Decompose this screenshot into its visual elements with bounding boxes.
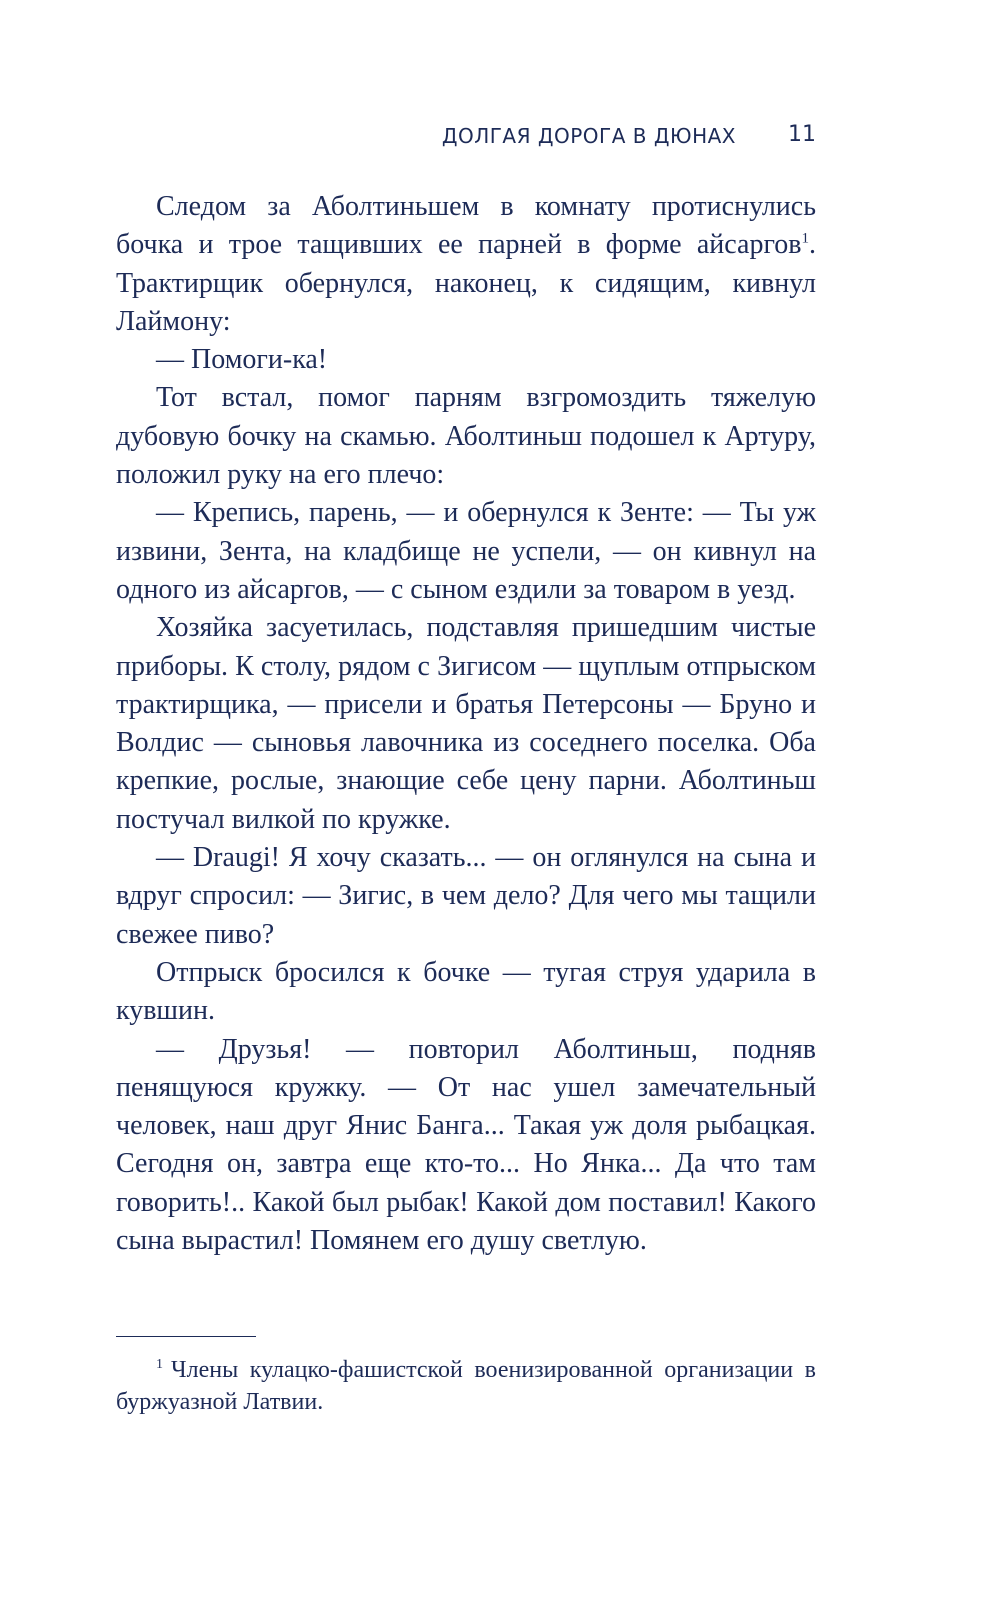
page-header xyxy=(116,118,816,158)
paragraph-1-text-cont: . Трактирщик обернулся, наконец, к сидящим, кивнул Лаймону: xyxy=(116,229,816,337)
page-number: 11 xyxy=(788,122,816,147)
main-text xyxy=(116,188,816,1260)
footnote-text: Члены кулацко-фашистской военизированной организации в буржуазной Латвии. xyxy=(116,1357,816,1415)
paragraph-7: Отпрыск бросился к бочке — тугая струя ударила в кувшин. xyxy=(116,956,816,1027)
footnote xyxy=(116,1354,816,1418)
running-title: ДОЛГАЯ ДОРОГА В ДЮНАХ xyxy=(441,124,736,148)
paragraph-1 xyxy=(116,188,816,341)
footnote-marker: 1 xyxy=(156,1357,163,1372)
paragraph-2: — Помоги-ка! xyxy=(156,344,328,376)
footnote-divider xyxy=(116,1336,256,1337)
paragraph-6: — Draugi! Я хочу сказать... — он оглянулся на сына и вдруг спросил: — Зигис, в чем дело? Для чего мы тащили свежее пиво? xyxy=(116,842,816,950)
paragraph-8: — Друзья! — повторил Аболтиньш, подняв пенящуюся кружку. — От нас ушел замечательный человек, наш друг Янис Банга... Такая уж доля рыбацкая. Сегодня он, завтра еще кто-то... Но Янка... Да что там говорить!.. Какой был рыбак! Какой дом поставил! Какого сына вырастил! Помянем его душу светлую. xyxy=(116,1033,816,1257)
paragraph-5: Хозяйка засуетилась, подставляя пришедшим чистые приборы. К столу, рядом с Зигисом — щуплым отпрыском трактирщика, — присели и братья Петерсоны — Бруно и Волдис — сыновья лавочника из соседнего поселка. Оба крепкие, рослые, знающие себе цену парни. Аболтиньш постучал вилкой по кружке. xyxy=(116,612,816,835)
footnote-reference: 1 xyxy=(801,230,809,247)
paragraph-3: Тот встал, помог парням взгромоздить тяжелую дубовую бочку на скамью. Аболтиньш подошел к Артуру, положил руку на его плечо: xyxy=(116,382,816,491)
paragraph-1-text: Следом за Аболтиньшем в комнату протиснулись бочка и трое тащивших ее парней в форме айсаргов xyxy=(116,191,816,261)
paragraph-4: — Крепись, парень, — и обернулся к Зенте: — Ты уж извини, Зента, на кладбище не успели, — он кивнул на одного из айсаргов, — с сыном ездили за товаром в уезд. xyxy=(116,497,816,605)
